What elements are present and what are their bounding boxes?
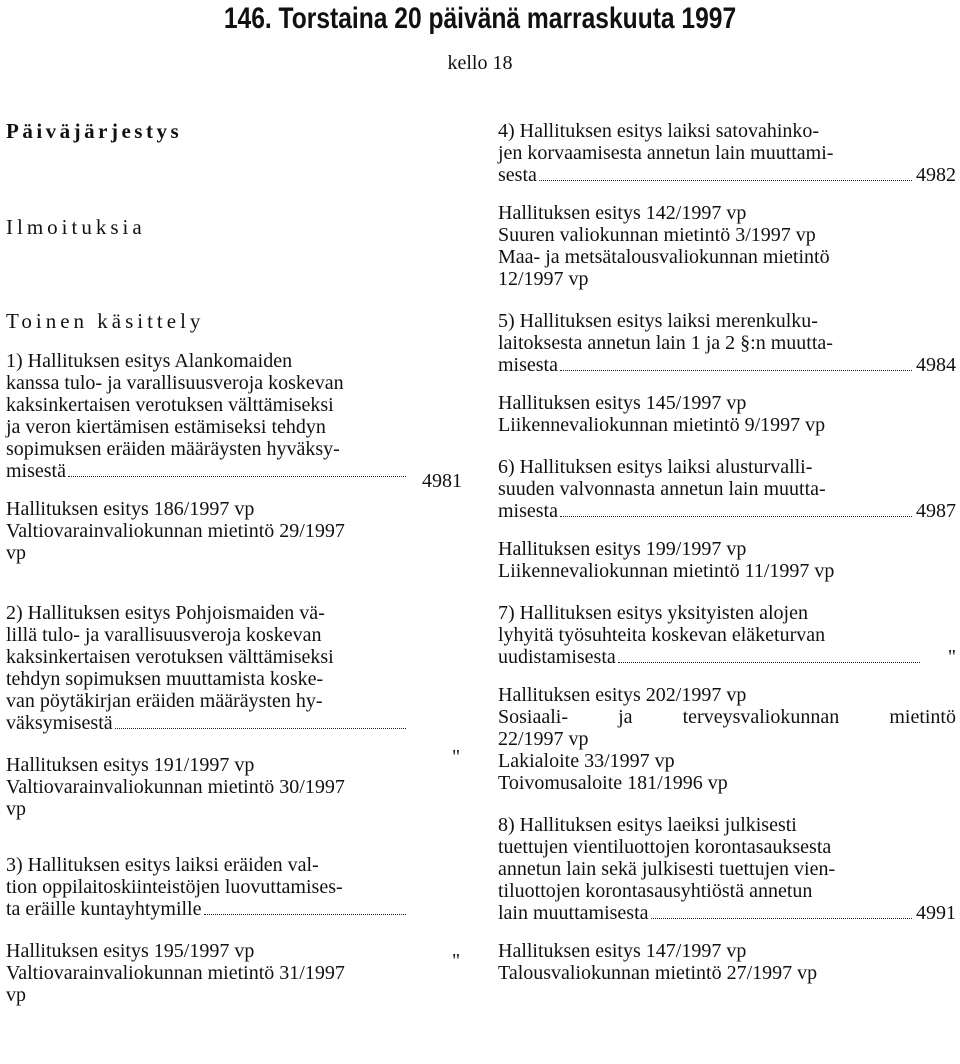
item-text-line: lillä tulo- ja varallisuusveroja koskevan xyxy=(6,624,322,646)
reference-line: vp xyxy=(6,984,26,1006)
page-number: 4987 xyxy=(916,500,956,522)
item-references xyxy=(498,684,956,794)
reference-line: Hallituksen esitys 186/1997 vp xyxy=(6,498,255,520)
item-text-line: 5) Hallituksen esitys laiksi merenkulku- xyxy=(498,310,818,332)
page-number: 4984 xyxy=(916,354,956,376)
agenda-item-2 xyxy=(6,602,410,734)
reference-line: Liikennevaliokunnan mietintö 9/1997 vp xyxy=(498,414,826,436)
item-text-line: 2) Hallituksen esitys Pohjoismaiden vä- xyxy=(6,602,325,624)
item-references xyxy=(6,498,410,564)
reference-line: Toivomusaloite 181/1996 vp xyxy=(498,772,728,794)
item-text-line: sesta xyxy=(498,164,537,186)
reference-line: Lakialoite 33/1997 vp xyxy=(498,750,675,772)
item-last-line xyxy=(6,898,410,920)
dot-leader xyxy=(618,662,920,663)
reference-line: Hallituksen esitys 195/1997 vp xyxy=(6,940,255,962)
item-text-line: väksymisestä xyxy=(6,712,113,734)
item-text-line: 8) Hallituksen esitys laeiksi julkisesti xyxy=(498,814,797,836)
dot-leader xyxy=(560,370,912,371)
item-text-line: laitoksesta annetun lain 1 ja 2 §:n muutta- xyxy=(498,332,833,354)
item-text-line: 4) Hallituksen esitys laiksi satovahinko- xyxy=(498,120,820,142)
item-text-line: tiluottojen korontasausyhtiöstä annetun xyxy=(498,880,813,902)
item-references xyxy=(498,202,956,290)
item-references xyxy=(6,940,410,1006)
reference-line: Valtiovarainvaliokunnan mietintö 31/1997 xyxy=(6,962,345,984)
right-column xyxy=(498,118,956,984)
item-text-line: 7) Hallituksen esitys yksityisten alojen xyxy=(498,602,808,624)
second-reading-heading: Toinen käsittely xyxy=(6,309,205,333)
dot-leader xyxy=(539,180,912,181)
item-text-line: annetun lain sekä julkisesti tuettujen vien- xyxy=(498,858,836,880)
reference-line: Hallituksen esitys 199/1997 vp xyxy=(498,538,747,560)
notices-heading: Ilmoituksia xyxy=(6,215,146,239)
reference-line: Hallituksen esitys 147/1997 vp xyxy=(498,940,747,962)
page-number: 4981 xyxy=(422,470,462,492)
dot-leader xyxy=(115,728,406,729)
reference-line: Maa- ja metsätalousvaliokunnan mietintö xyxy=(498,246,830,268)
page-number: " xyxy=(947,646,956,668)
item-text-line: misesta xyxy=(498,354,558,376)
agenda-item-1 xyxy=(6,350,410,482)
item-text-line: ja veron kiertämisen estämiseksi tehdyn xyxy=(6,416,326,438)
item-text-line: jen korvaamisesta annetun lain muuttami- xyxy=(498,142,834,164)
item-last-line xyxy=(498,902,956,924)
reference-line: vp xyxy=(6,798,26,820)
page-number: 4982 xyxy=(916,164,956,186)
item-text-line: suuden valvonnasta annetun lain muutta- xyxy=(498,478,826,500)
item-text-line: kaksinkertaisen verotuksen välttämiseksi xyxy=(6,394,334,416)
reference-line: Hallituksen esitys 191/1997 vp xyxy=(6,754,255,776)
item-references xyxy=(498,940,956,984)
agenda-item-7 xyxy=(498,602,956,668)
agenda-item-6 xyxy=(498,456,956,522)
reference-line: Valtiovarainvaliokunnan mietintö 29/1997 xyxy=(6,520,345,542)
item-text-line: misestä xyxy=(6,460,66,482)
page-number: " xyxy=(452,746,461,768)
item-last-line xyxy=(498,500,956,522)
item-references xyxy=(498,392,956,436)
item-last-line xyxy=(6,460,410,482)
page-number: 4991 xyxy=(916,902,956,924)
item-text-line: tuettujen vientiluottojen korontasauksesta xyxy=(498,836,832,858)
item-text-line: van pöytäkirjan eräiden määräysten hy- xyxy=(6,690,323,712)
reference-line: Talousvaliokunnan mietintö 27/1997 vp xyxy=(498,962,818,984)
dot-leader xyxy=(560,516,912,517)
item-text-line: 1) Hallituksen esitys Alankomaiden xyxy=(6,350,293,372)
reference-line: Hallituksen esitys 202/1997 vp xyxy=(498,684,747,706)
reference-line: Hallituksen esitys 145/1997 vp xyxy=(498,392,747,414)
dot-leader xyxy=(68,476,406,477)
session-time: kello 18 xyxy=(447,52,513,74)
reference-line: Sosiaali- ja terveysvaliokunnan mietintö xyxy=(498,706,956,728)
page-number: " xyxy=(452,950,461,972)
reference-line: vp xyxy=(6,542,26,564)
reference-line: Liikennevaliokunnan mietintö 11/1997 vp xyxy=(498,560,835,582)
item-text-line: 3) Hallituksen esitys laiksi eräiden val- xyxy=(6,854,319,876)
reference-line: 22/1997 vp xyxy=(498,728,589,750)
reference-line: 12/1997 vp xyxy=(498,268,589,290)
agenda-item-5 xyxy=(498,310,956,376)
page-title: 146. Torstaina 20 päivänä marraskuuta 1997 xyxy=(223,2,737,35)
agenda-heading: Päiväjärjestys xyxy=(6,119,183,143)
dot-leader xyxy=(651,918,912,919)
item-last-line xyxy=(498,164,956,186)
item-references xyxy=(498,538,956,582)
agenda-item-3 xyxy=(6,854,410,920)
reference-line: Valtiovarainvaliokunnan mietintö 30/1997 xyxy=(6,776,345,798)
item-last-line xyxy=(6,712,410,734)
dot-leader xyxy=(204,914,407,915)
item-text-line: misesta xyxy=(498,500,558,522)
item-text-line: ta eräille kuntayhtymille xyxy=(6,898,202,920)
item-text-line: tehdyn sopimuksen muuttamista koske- xyxy=(6,668,324,690)
item-text-line: tion oppilaitoskiinteistöjen luovuttamises- xyxy=(6,876,343,898)
item-text-line: kaksinkertaisen verotuksen välttämiseksi xyxy=(6,646,334,668)
agenda-item-4 xyxy=(498,120,956,186)
item-text-line: kanssa tulo- ja varallisuusveroja koskevan xyxy=(6,372,344,394)
item-text-line: lyhyitä työsuhteita koskevan eläketurvan xyxy=(498,624,826,646)
item-text-line: uudistamisesta xyxy=(498,646,616,668)
item-last-line xyxy=(498,646,956,668)
agenda-item-8 xyxy=(498,814,956,924)
item-text-line: 6) Hallituksen esitys laiksi alusturvalli- xyxy=(498,456,813,478)
left-column xyxy=(6,118,410,1006)
reference-line: Hallituksen esitys 142/1997 vp xyxy=(498,202,747,224)
item-last-line xyxy=(498,354,956,376)
item-text-line: lain muuttamisesta xyxy=(498,902,649,924)
item-text-line: sopimuksen eräiden määräysten hyväksy- xyxy=(6,438,340,460)
reference-line: Suuren valiokunnan mietintö 3/1997 vp xyxy=(498,224,816,246)
item-references xyxy=(6,754,410,820)
